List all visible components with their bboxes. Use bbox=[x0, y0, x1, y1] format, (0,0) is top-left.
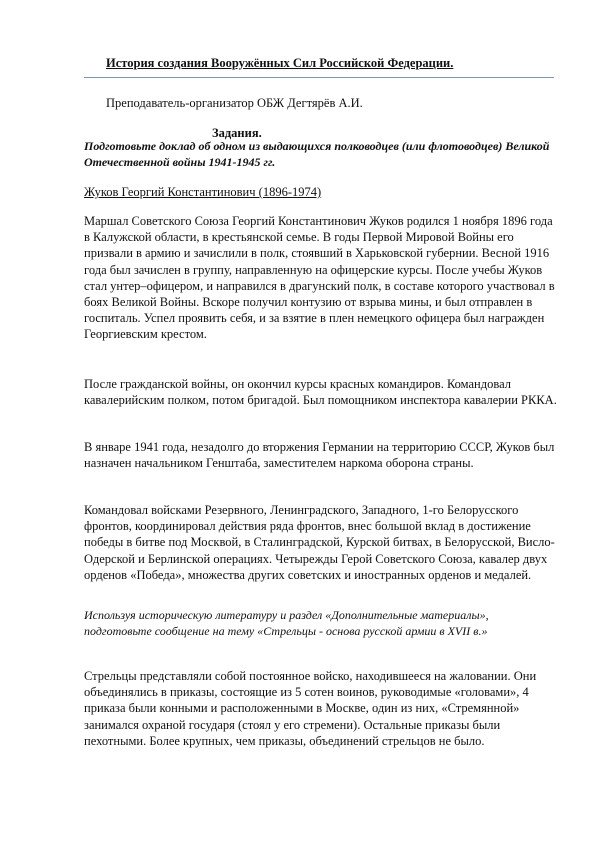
task-2-text: Используя историческую литературу и раздел «Дополнительные материалы», подготовьте сообщение на тему «Стрельцы - основа русской армии в XVII в.» bbox=[84, 608, 489, 638]
subject-heading: Жуков Георгий Константинович (1896-1974) bbox=[84, 185, 322, 199]
task-1-text: Подготовьте доклад об одном из выдающихся полководцев (или флотоводцев) Великой Отечественной войны 1941-1945 гг. bbox=[84, 139, 550, 169]
tasks-heading: Задания. bbox=[212, 126, 262, 140]
paragraph-biography: Маршал Советского Союза Георгий Константинович Жуков родился 1 ноября 1896 года в Калужской области, в крестьянской семье. В годы Первой Мировой Войны его призвали в армию и зачислили в полк, стоявший в Харьковской губернии. Весной 1916 года был зачислен в группу, направленную на офицерские курсы. После учебы Жуков стал унтер–офицером, и направился в драгунский полк, в составе которого участвовал в боях Великой Войны. Вскоре получил контузию от взрыва мины, и был отправлен в госпиталь. Успел проявить себя, и за взятие в плен немецкого офицера был награжден Георгиевским крестом. bbox=[84, 214, 555, 342]
document-title: История создания Вооружённых Сил Российской Федерации. bbox=[106, 56, 454, 70]
paragraph-strelcy: Стрельцы представляли собой постоянное войско, находившееся на жаловании. Они объединялись в приказы, состоящие из 5 сотен воинов, руководимые «головами», 4 приказа были конными и расположенными в Москве, один из них, «Стремянной» занимался охраной государя (стоял у его стремени). Остальные приказы были пехотными. Более крупных, чем приказы, объединений стрельцов не было. bbox=[84, 669, 537, 748]
paragraph-fronts: Командовал войсками Резервного, Ленинградского, Западного, 1-го Белорусского фронтов, координировал действия ряда фронтов, внес большой вклад в достижение победы в битве под Москвой, в Сталинградской, Курской битвах, в Белорусской, Висло-Одерской и Берлинской операциях. Четырежды Герой Советского Союза, кавалер двух орденов «Победа», множества других советских и иностранных орденов и медалей. bbox=[84, 503, 555, 582]
teacher-line: Преподаватель-организатор ОБЖ Дегтярёв А.И. bbox=[106, 96, 363, 110]
title-divider bbox=[84, 77, 554, 78]
paragraph-civil-war: После гражданской войны, он окончил курсы красных командиров. Командовал кавалерийским полком, потом бригадой. Был помощником инспектора кавалерии РККА. bbox=[84, 377, 557, 408]
paragraph-1941: В январе 1941 года, незадолго до вторжения Германии на территорию СССР, Жуков был назначен начальником Генштаба, заместителем наркома оборона страны. bbox=[84, 440, 555, 471]
